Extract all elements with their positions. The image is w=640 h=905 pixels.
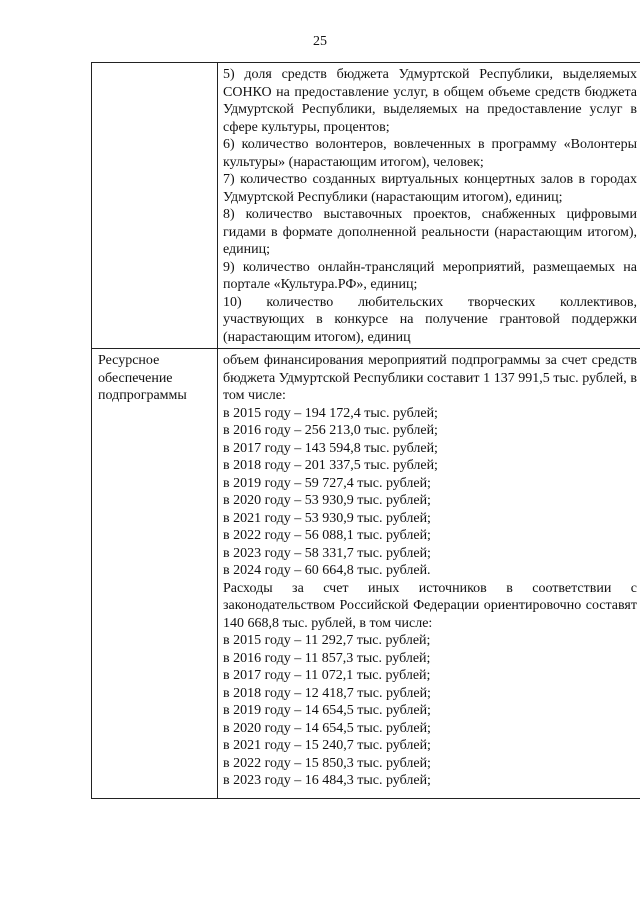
budget-year-line: в 2024 году – 60 664,8 тыс. рублей. bbox=[223, 563, 431, 578]
budget-year-line: в 2021 году – 53 930,9 тыс. рублей; bbox=[223, 510, 431, 526]
budget-year-line: в 2016 году – 256 213,0 тыс. рублей; bbox=[223, 423, 438, 438]
subprogram-passport-table bbox=[91, 62, 640, 799]
budget-year-line: в 2018 году – 201 337,5 тыс. рублей; bbox=[223, 458, 438, 473]
indicators-cell bbox=[218, 63, 640, 349]
other-year-line: в 2021 году – 15 240,7 тыс. рублей; bbox=[223, 738, 431, 753]
other-year-line: в 2016 году – 11 857,3 тыс. рублей; bbox=[223, 650, 431, 666]
row-label-empty bbox=[92, 63, 218, 349]
other-year-line: в 2019 году – 14 654,5 тыс. рублей; bbox=[223, 703, 431, 718]
indicator-item: 8) количество выставочных проектов, снабженных цифровыми гидами в формате дополненной реальности (нарастающим итогом), единиц; bbox=[223, 207, 637, 257]
row-label-resources: Ресурсное обеспечение подпрограммы bbox=[92, 349, 218, 799]
budget-year-line: в 2023 году – 58 331,7 тыс. рублей; bbox=[223, 545, 431, 561]
budget-intro: объем финансирования мероприятий подпрограммы за счет средств бюджета Удмуртской Республики составит 1 137 991,5 тыс. рублей, в том числе: bbox=[223, 353, 637, 403]
budget-year-line: в 2022 году – 56 088,1 тыс. рублей; bbox=[223, 528, 431, 543]
budget-year-line: в 2019 году – 59 727,4 тыс. рублей; bbox=[223, 475, 431, 491]
budget-year-line: в 2020 году – 53 930,9 тыс. рублей; bbox=[223, 493, 431, 508]
other-year-line: в 2023 году – 16 484,3 тыс. рублей; bbox=[223, 773, 431, 788]
page-number: 25 bbox=[313, 34, 327, 49]
resources-cell bbox=[218, 349, 640, 799]
indicator-item: 10) количество любительских творческих коллективов, участвующих в конкурсе на получение грантовой поддержки (нарастающим итогом), единиц bbox=[223, 294, 637, 345]
budget-year-line: в 2015 году – 194 172,4 тыс. рублей; bbox=[223, 405, 438, 421]
indicator-item: 7) количество созданных виртуальных концертных залов в городах Удмуртской Республики (нарастающим итогом), единиц; bbox=[223, 172, 637, 205]
other-year-line: в 2015 году – 11 292,7 тыс. рублей; bbox=[223, 633, 431, 648]
other-year-line: в 2017 году – 11 072,1 тыс. рублей; bbox=[223, 668, 431, 683]
table-row bbox=[92, 63, 640, 349]
indicator-item: 9) количество онлайн-трансляций мероприятий, размещаемых на портале «Культура.РФ», единиц; bbox=[223, 259, 637, 292]
table-row bbox=[92, 349, 640, 799]
other-sources-intro: Расходы за счет иных источников в соответствии с законодательством Российской Федерации ориентировочно составят 140 668,8 тыс. рублей, в том числе: bbox=[223, 580, 637, 631]
other-year-line: в 2022 году – 15 850,3 тыс. рублей; bbox=[223, 755, 431, 771]
budget-year-line: в 2017 году – 143 594,8 тыс. рублей; bbox=[223, 440, 438, 456]
other-year-line: в 2020 году – 14 654,5 тыс. рублей; bbox=[223, 720, 431, 736]
other-year-line: в 2018 году – 12 418,7 тыс. рублей; bbox=[223, 685, 431, 701]
indicator-item: 6) количество волонтеров, вовлеченных в программу «Волонтеры культуры» (нарастающим итогом), человек; bbox=[223, 137, 637, 170]
indicator-item: 5) доля средств бюджета Удмуртской Республики, выделяемых СОНКО на предоставление услуг, в общем объеме средств бюджета Удмуртской Республики, выделяемых на предоставление услуг в сфере культуры, процентов; bbox=[223, 67, 637, 135]
